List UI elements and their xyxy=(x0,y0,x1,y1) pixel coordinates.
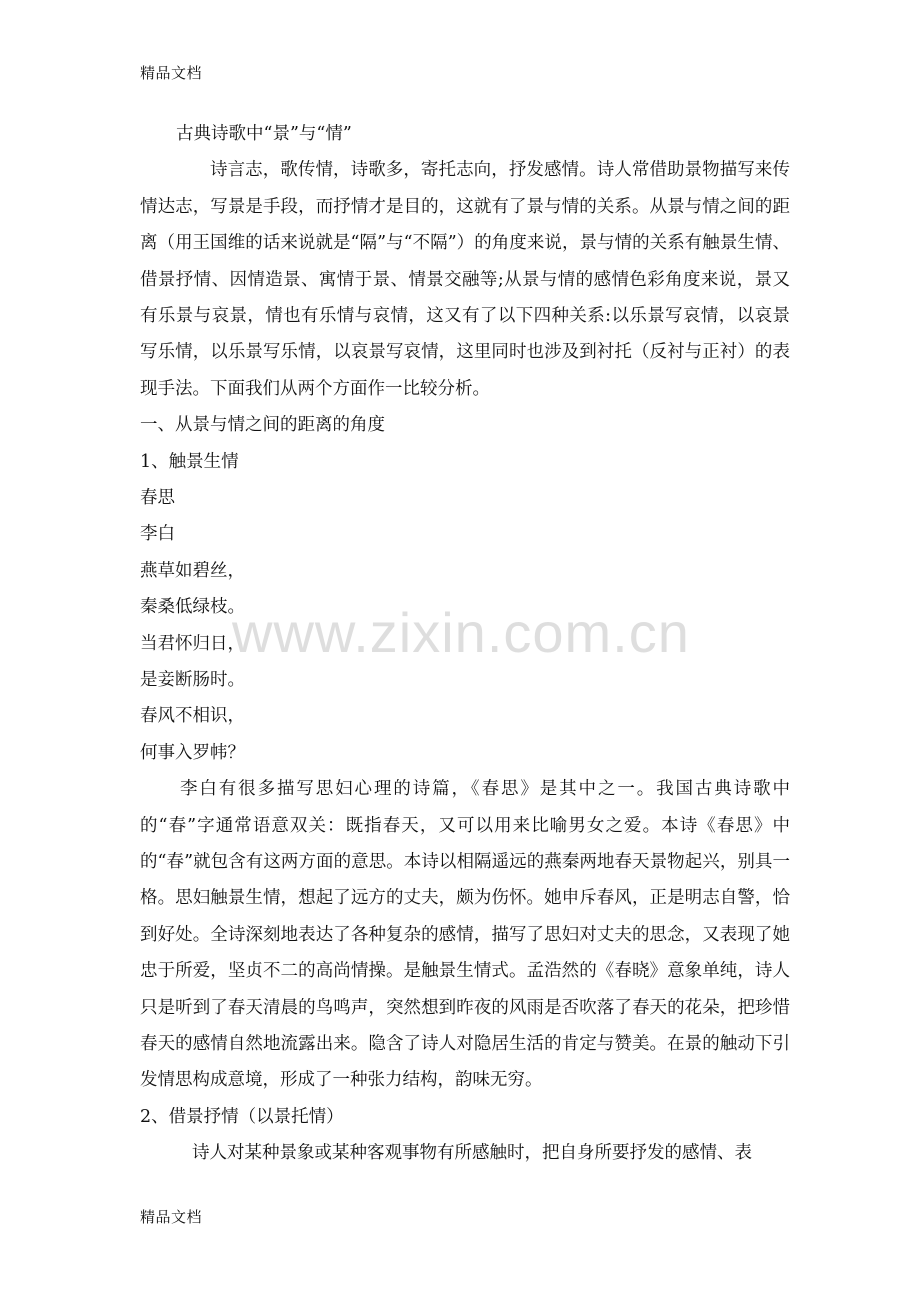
article-title: 古典诗歌中“景”与“情” xyxy=(176,124,352,144)
poem-line: 春风不相识， xyxy=(140,706,245,727)
poem-line: 当君怀归日， xyxy=(140,633,245,654)
poem-line: 是妾断肠时。 xyxy=(140,669,245,690)
poem-line: 何事入罗帏？ xyxy=(140,742,245,763)
page-footer: 精品文档 xyxy=(140,1208,203,1226)
poem-line: 燕草如碧丝， xyxy=(140,560,245,581)
analysis-paragraph: 李白有很多描写思妇心理的诗篇，《春思》是其中之一。我国古典诗歌中的“春”字通常语意双关：既指春天，又可以用来比喻男女之爱。本诗《春思》中的“春”就包含有这两方面的意思。本诗以相隔遥远的燕秦两地春天景物起兴，别具一格。思妇触景生情，想起了远方的丈夫，颇为伤怀。她申斥春风，正是明志自警，恰到好处。全诗深刻地表达了各种复杂的感情，描写了思妇对丈夫的思念，又表现了她忠于所爱，坚贞不二的高尚情操。是触景生情式。孟浩然的《春晓》意象单纯，诗人只是听到了春天清晨的鸟鸣声，突然想到昨夜的风雨是否吹落了春天的花朵，把珍惜春天的感情自然地流露出来。隐含了诗人对隐居生活的肯定与赞美。在景的触动下引发情思构成意境，形成了一种张力结构，韵味无穷。 xyxy=(140,779,790,1091)
page-header: 精品文档 xyxy=(140,64,203,82)
continued-paragraph: 诗人对某种景象或某种客观事物有所感触时，把自身所要抒发的感情、表 xyxy=(192,1143,752,1164)
poem-title: 春思 xyxy=(140,488,175,509)
poem-line: 秦桑低绿枝。 xyxy=(140,597,245,618)
subsection-heading-2: 2、借景抒情（以景托情） xyxy=(140,1106,344,1127)
section-heading-1: 一、从景与情之间的距离的角度 xyxy=(140,415,385,436)
poem-author: 李白 xyxy=(140,524,175,545)
intro-paragraph: 诗言志，歌传情，诗歌多，寄托志向，抒发感情。诗人常借助景物描写来传情达志，写景是手段，而抒情才是目的，这就有了景与情的关系。从景与情之间的距离（用王国维的话来说就是“隔”与“不隔”）的角度来说，景与情的关系有触景生情、借景抒情、因情造景、寓情于景、情景交融等;从景与情的感情色彩角度来说，景又有乐景与哀景，情也有乐情与哀情，这又有了以下四种关系:以乐景写哀情，以哀景写乐情，以乐景写乐情，以哀景写哀情，这里同时也涉及到衬托（反衬与正衬）的表现手法。下面我们从两个方面作一比较分析。 xyxy=(140,160,790,399)
subsection-heading-1: 1、触景生情 xyxy=(140,451,239,472)
watermark: www.zixin.com.cn xyxy=(232,601,690,664)
